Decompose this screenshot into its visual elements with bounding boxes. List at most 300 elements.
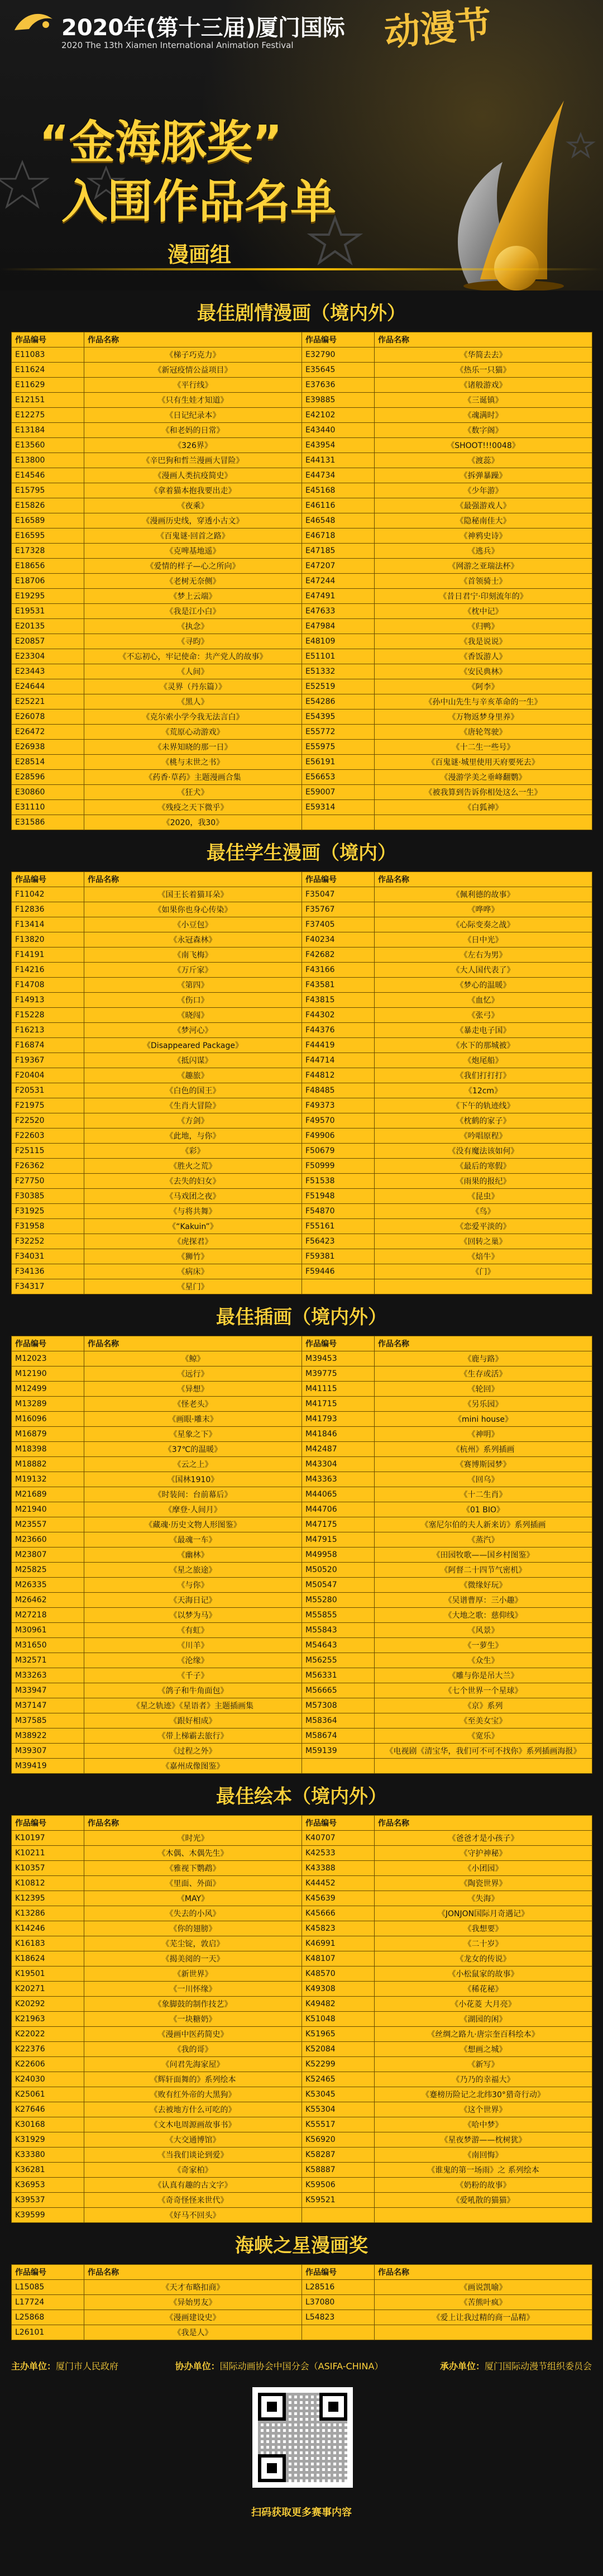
entry-title: 《一川怀缘》 [84, 1982, 302, 1997]
entry-code: K42533 [302, 1846, 375, 1861]
table-row [12, 1366, 592, 1382]
entry-code: K21963 [12, 2012, 84, 2027]
entry-title: 《幽林》 [84, 1547, 302, 1563]
entry-title: 《爱情的样子—心之所向》 [84, 559, 302, 574]
table-header-row [12, 2265, 592, 2280]
column-header: 作品编号 [12, 1336, 84, 1351]
entry-title: 《夜乘》 [84, 498, 302, 513]
entry-title: 《326界》 [84, 438, 302, 453]
entry-title: 《辉轩面舞的》系列绘本 [84, 2072, 302, 2087]
table-row [12, 710, 592, 725]
column-header: 作品名称 [375, 872, 592, 887]
column-header: 作品名称 [375, 2265, 592, 2280]
table-row [12, 1264, 592, 1279]
entry-title [375, 815, 592, 830]
entry-title: 《门》 [375, 1264, 592, 1279]
entry-title: 《JONJON国际月奇遇记》 [375, 1906, 592, 1921]
table-row [12, 1517, 592, 1532]
entries-table [11, 332, 592, 830]
entry-code: K36953 [12, 2178, 84, 2193]
entry-code: F22603 [12, 1129, 84, 1144]
entry-code: E42102 [302, 408, 375, 423]
entry-code: L28516 [302, 2280, 375, 2295]
entry-code: E59314 [302, 800, 375, 815]
entry-title: 《12cm》 [375, 1083, 592, 1098]
festival-title: 2020年(第十三届)厦门国际 [61, 15, 345, 41]
entry-title: 《过程之外》 [84, 1744, 302, 1759]
entry-title: 《七个世界一个星球》 [375, 1683, 592, 1698]
entry-code: K58287 [302, 2148, 375, 2163]
table-row [12, 2208, 592, 2223]
entry-code: E11624 [12, 363, 84, 378]
entry-title: 《第四》 [84, 978, 302, 993]
entry-title: 《梯子巧克力》 [84, 347, 302, 363]
entry-code: E46116 [302, 498, 375, 513]
entry-title: 《阿督二十四节气密机》 [375, 1563, 592, 1578]
entry-code: L15085 [12, 2280, 84, 2295]
entry-code: K10357 [12, 1861, 84, 1876]
entry-code: E46718 [302, 528, 375, 544]
festival-brand: 动漫节 [382, 3, 494, 55]
table-row [12, 1204, 592, 1219]
entry-code: K24030 [12, 2072, 84, 2087]
table-row [12, 1442, 592, 1457]
entry-title: 《漫画历史线，穿透小古文》 [84, 513, 302, 528]
entry-code: M43363 [302, 1472, 375, 1487]
entry-title: 《梦心的温暖》 [375, 978, 592, 993]
table-row [12, 1653, 592, 1668]
entry-title: 《执念》 [84, 619, 302, 634]
entry-code: F51948 [302, 1189, 375, 1204]
table-row [12, 1936, 592, 1951]
entry-title: 《阿李》 [375, 679, 592, 694]
table-row [12, 679, 592, 694]
entry-title: 《趣旅》 [84, 1068, 302, 1083]
entry-code: E37636 [302, 378, 375, 393]
table-row [12, 1219, 592, 1234]
entry-code: M57308 [302, 1698, 375, 1713]
entry-title: 《心际变奏之战》 [375, 917, 592, 932]
entry-title: 《国林1910》 [84, 1472, 302, 1487]
entry-title: 《雅视下鹦鹉》 [84, 1861, 302, 1876]
table-row [12, 468, 592, 483]
entry-code: F42682 [302, 947, 375, 963]
entry-title: 《我的哥》 [84, 2042, 302, 2057]
entry-code: M33263 [12, 1668, 84, 1683]
entry-title [375, 2208, 592, 2223]
entry-title: 《克尔索小学今我无法言白》 [84, 710, 302, 725]
entry-title: 《拿着猫本抱我要出走》 [84, 483, 302, 498]
entry-code: E16595 [12, 528, 84, 544]
table-row [12, 1457, 592, 1472]
entry-code: M18398 [12, 1442, 84, 1457]
entry-title: 《塞尼尔伯的夫人新来访》系列插画 [375, 1517, 592, 1532]
entry-code [302, 2325, 375, 2340]
entry-title: 《热乐一只猫》 [375, 363, 592, 378]
entry-title: 《吟唱原程》 [375, 1129, 592, 1144]
entry-code: K13286 [12, 1906, 84, 1921]
table-row [12, 1129, 592, 1144]
table-row [12, 363, 592, 378]
entries-table [11, 872, 592, 1294]
entry-title: 《跟好相成》 [84, 1713, 302, 1729]
table-row [12, 1891, 592, 1906]
entry-code: M55855 [302, 1608, 375, 1623]
entry-code: M16879 [12, 1427, 84, 1442]
entry-title: 《万斤家》 [84, 963, 302, 978]
entry-title: 《未界知晓的那一日》 [84, 740, 302, 755]
table-row [12, 2012, 592, 2027]
entry-title: 《最后的寒假》 [375, 1159, 592, 1174]
entry-title: 《我是人》 [84, 2325, 302, 2340]
table-header-row [12, 332, 592, 347]
entry-code: F35767 [302, 902, 375, 917]
entry-title: 《象脚鼓的制作技艺》 [84, 1997, 302, 2012]
entry-code: E31586 [12, 815, 84, 830]
table-header-row [12, 1816, 592, 1831]
table-row [12, 408, 592, 423]
entry-title: 《昆虫》 [375, 1189, 592, 1204]
entry-title: 《我想要》 [375, 1921, 592, 1936]
entry-code: M23557 [12, 1517, 84, 1532]
table-row [12, 649, 592, 664]
entry-title: 《失去的小风》 [84, 1906, 302, 1921]
entry-code: K52299 [302, 2057, 375, 2072]
entry-title: 《下午的轨迹线》 [375, 1098, 592, 1113]
table-row [12, 1982, 592, 1997]
entry-code: E31110 [12, 800, 84, 815]
entry-code: F51538 [302, 1174, 375, 1189]
entry-title: 《三诞镇》 [375, 393, 592, 408]
entry-title: 《十二生一些号》 [375, 740, 592, 755]
entry-title: 《小松鼠家的故事》 [375, 1966, 592, 1982]
table-row [12, 1174, 592, 1189]
table-row [12, 2178, 592, 2193]
table-row [12, 1053, 592, 1068]
entry-title: 《众生》 [375, 1653, 592, 1668]
entry-title: 《微缘好玩》 [375, 1578, 592, 1593]
entry-code: K33380 [12, 2148, 84, 2163]
table-row [12, 589, 592, 604]
entry-code: K48570 [302, 1966, 375, 1982]
entry-title: 《马戏团之夜》 [84, 1189, 302, 1204]
entry-code: M13289 [12, 1397, 84, 1412]
entry-title: 《雨果的报纪》 [375, 1174, 592, 1189]
entry-title: 《这个世界》 [375, 2102, 592, 2117]
entry-code: E20135 [12, 619, 84, 634]
entry-title: 《星象之下》 [84, 1427, 302, 1442]
entry-code: K16183 [12, 1936, 84, 1951]
table-row [12, 2057, 592, 2072]
entry-code: F13820 [12, 932, 84, 947]
entry-code: M58674 [302, 1729, 375, 1744]
table-row [12, 1638, 592, 1653]
entry-title: 《炮尾船》 [375, 1053, 592, 1068]
column-header: 作品编号 [12, 1816, 84, 1831]
entry-code: F14191 [12, 947, 84, 963]
entry-code: E11629 [12, 378, 84, 393]
entry-title: 《焙牛》 [375, 1249, 592, 1264]
entry-code: K18624 [12, 1951, 84, 1966]
entry-code: M47915 [302, 1532, 375, 1547]
entry-code: K51965 [302, 2027, 375, 2042]
entry-code: F27750 [12, 1174, 84, 1189]
table-row [12, 1846, 592, 1861]
column-header: 作品名称 [84, 1336, 302, 1351]
entry-title: 《SHOOT!!!0048》 [375, 438, 592, 453]
entry-title: 《杭州》系列插画 [375, 1442, 592, 1457]
entry-title: 《漫画建设史》 [84, 2310, 302, 2325]
entry-title: 《带上梯霸去旅行》 [84, 1729, 302, 1744]
entry-title: 《“Kakuin”》 [84, 1219, 302, 1234]
entry-title: 《Disappeared Package》 [84, 1038, 302, 1053]
entry-title: 《想画之城》 [375, 2042, 592, 2057]
entry-code: K49482 [302, 1997, 375, 2012]
entry-code: E18656 [12, 559, 84, 574]
entry-title: 《十二生肖》 [375, 1487, 592, 1502]
entry-code: E20857 [12, 634, 84, 649]
entry-title: 《白狐神》 [375, 800, 592, 815]
entry-title: 《风景》 [375, 1623, 592, 1638]
entry-code: K59521 [302, 2193, 375, 2208]
table-row [12, 1249, 592, 1264]
group-label: 漫画组 [168, 242, 232, 267]
entry-code: E26078 [12, 710, 84, 725]
entry-code: K22606 [12, 2057, 84, 2072]
table-row [12, 1351, 592, 1366]
entry-code: L25868 [12, 2310, 84, 2325]
award-section [11, 844, 592, 1294]
entry-code: K52084 [302, 2042, 375, 2057]
festival-subtitle: 2020 The 13th Xiamen International Animation Festival [61, 40, 294, 50]
entry-code: E47244 [302, 574, 375, 589]
column-header: 作品编号 [302, 2265, 375, 2280]
entries-table [11, 2264, 592, 2340]
entry-code: E51101 [302, 649, 375, 664]
entry-title: 《孙中山先生与辛亥革命的一生》 [375, 694, 592, 710]
table-row [12, 978, 592, 993]
entry-code: F25115 [12, 1144, 84, 1159]
entry-code: E16589 [12, 513, 84, 528]
entry-title: 《大交通博馆》 [84, 2132, 302, 2148]
entry-title: 《另乐园》 [375, 1397, 592, 1412]
entry-title: 《鸟》 [375, 1204, 592, 1219]
entry-title: 《小花菱 大月亮》 [375, 1997, 592, 2012]
entry-code: M54643 [302, 1638, 375, 1653]
entry-code: F49570 [302, 1113, 375, 1129]
entry-code: K43388 [302, 1861, 375, 1876]
entry-title: 《谁鬼的第一场雨》之 系列绘本 [375, 2163, 592, 2178]
table-row [12, 453, 592, 468]
entry-code: K14246 [12, 1921, 84, 1936]
entry-title: 《枕鹤的家子》 [375, 1113, 592, 1129]
entry-title: 《当我们谈论到爱》 [84, 2148, 302, 2163]
entry-code: E47207 [302, 559, 375, 574]
entry-code: M26335 [12, 1578, 84, 1593]
table-row [12, 1668, 592, 1683]
host-info: 主办单位：厦门市人民政府 [11, 2361, 119, 2372]
table-row [12, 932, 592, 947]
entry-title: 《恋爱平淡的》 [375, 1219, 592, 1234]
table-row [12, 2042, 592, 2057]
entry-title: 《狂犬》 [84, 785, 302, 800]
table-row [12, 1744, 592, 1759]
entry-title: 《摩登·人间月》 [84, 1502, 302, 1517]
award-section [11, 304, 592, 830]
entry-code: M31650 [12, 1638, 84, 1653]
entry-code: F34136 [12, 1264, 84, 1279]
entry-title: 《37℃的温暖》 [84, 1442, 302, 1457]
entry-code: M38922 [12, 1729, 84, 1744]
table-row [12, 755, 592, 770]
qr-code[interactable] [252, 2387, 353, 2488]
entry-code: E56653 [302, 770, 375, 785]
table-row [12, 785, 592, 800]
entry-title: 《藏魂·历史文物人形图鉴》 [84, 1517, 302, 1532]
entry-title: 《新世界》 [84, 1966, 302, 1982]
entry-title: 《鸽子和牛角面包》 [84, 1683, 302, 1698]
entry-code: M47175 [302, 1517, 375, 1532]
entry-title: 《老树无奈侧》 [84, 574, 302, 589]
section-title: 最佳插画（境内外） [216, 1306, 387, 1329]
entry-title: 《你的翅膀》 [84, 1921, 302, 1936]
entry-title: 《轮回》 [375, 1382, 592, 1397]
entry-code: E13560 [12, 438, 84, 453]
entry-title: 《漫画中医药简史》 [84, 2027, 302, 2042]
table-row [12, 1008, 592, 1023]
entry-title: 《我是江小白》 [84, 604, 302, 619]
entry-title: 《诸般游戏》 [375, 378, 592, 393]
entry-title: 《芜尘锭，敦启》 [84, 1936, 302, 1951]
table-row [12, 1234, 592, 1249]
festival-logo-icon [12, 8, 56, 37]
entry-code: F37405 [302, 917, 375, 932]
entry-code: M56255 [302, 1653, 375, 1668]
entry-title: 《抵闪谋》 [84, 1053, 302, 1068]
entry-title: 《丝绸之路九·唐宗奎百科绘本》 [375, 2027, 592, 2042]
column-header: 作品名称 [375, 332, 592, 347]
entry-code: M21940 [12, 1502, 84, 1517]
entry-code: F43581 [302, 978, 375, 993]
entry-code: K39537 [12, 2193, 84, 2208]
entry-title: 《雕与你是吊大兰》 [375, 1668, 592, 1683]
section-title: 海峡之星漫画奖 [235, 2235, 368, 2257]
column-header: 作品名称 [375, 1816, 592, 1831]
entry-code: F49373 [302, 1098, 375, 1113]
entry-title: 《川羊》 [84, 1638, 302, 1653]
entry-title: 《文木电周源画故事书》 [84, 2117, 302, 2132]
table-row [12, 1189, 592, 1204]
golden-dolphin-trophy-icon [380, 78, 597, 291]
column-header: 作品编号 [12, 872, 84, 887]
entry-title: 《百鬼谜·回首之路》 [84, 528, 302, 544]
table-row [12, 2280, 592, 2295]
table-row [12, 1876, 592, 1891]
table-row [12, 1397, 592, 1412]
entry-code: E39885 [302, 393, 375, 408]
entry-code: M56331 [302, 1668, 375, 1683]
entry-code: K10211 [12, 1846, 84, 1861]
entry-title: 《二十岁》 [375, 1936, 592, 1951]
entry-title: 《桃与末世之书》 [84, 755, 302, 770]
entry-title: 《木偶、木偶先生》 [84, 1846, 302, 1861]
entries-table [11, 1815, 592, 2223]
entry-code: F26362 [12, 1159, 84, 1174]
entry-code: M26462 [12, 1593, 84, 1608]
column-header: 作品名称 [375, 1336, 592, 1351]
entry-code: M39419 [12, 1759, 84, 1774]
entry-title: 《永冠森林》 [84, 932, 302, 947]
entry-title: 《哗哗》 [375, 902, 592, 917]
entry-code [302, 2208, 375, 2223]
table-row [12, 1113, 592, 1129]
entry-title: 《至美女宝》 [375, 1713, 592, 1729]
table-row [12, 770, 592, 785]
entry-code: M39307 [12, 1744, 84, 1759]
entry-code: E44131 [302, 453, 375, 468]
entry-code: E48109 [302, 634, 375, 649]
table-row [12, 664, 592, 679]
entry-title: 《大人国代表了》 [375, 963, 592, 978]
entry-title: 《时装间：台前幕后》 [84, 1487, 302, 1502]
award-section [11, 2236, 592, 2340]
entry-title: 《以梦为马》 [84, 1608, 302, 1623]
entry-title: 《我们打打打》 [375, 1068, 592, 1083]
table-row [12, 423, 592, 438]
entry-title: 《左右为男》 [375, 947, 592, 963]
entry-title: 《隐秘南佳大》 [375, 513, 592, 528]
entry-title: 《漫游学美之垂峰翻鹦》 [375, 770, 592, 785]
entry-code: K20271 [12, 1982, 84, 1997]
table-row [12, 917, 592, 932]
entry-code: M41793 [302, 1412, 375, 1427]
entry-title: 《狮竹》 [84, 1249, 302, 1264]
entry-code: M58364 [302, 1713, 375, 1729]
entry-title: 《辛巴狗和哲兰漫画大冒险》 [84, 453, 302, 468]
entry-title: 《国王长着猫耳朵》 [84, 887, 302, 902]
entry-code: E18706 [12, 574, 84, 589]
entry-code: M44065 [302, 1487, 375, 1502]
entry-code: K12395 [12, 1891, 84, 1906]
entry-code: M23660 [12, 1532, 84, 1547]
entry-code: M32571 [12, 1653, 84, 1668]
table-row [12, 347, 592, 363]
entry-title: 《田园牧歌——国乡村图鉴》 [375, 1547, 592, 1563]
entry-code: M37585 [12, 1713, 84, 1729]
entry-code: F54870 [302, 1204, 375, 1219]
table-row [12, 2087, 592, 2102]
table-row [12, 1759, 592, 1774]
entry-title [375, 2325, 592, 2340]
entry-code: F30385 [12, 1189, 84, 1204]
entry-title: 《华简去去》 [375, 347, 592, 363]
entry-code: F44376 [302, 1023, 375, 1038]
entry-code: K39599 [12, 2208, 84, 2223]
entry-code: E54395 [302, 710, 375, 725]
entry-code: F12836 [12, 902, 84, 917]
entry-title: 《最魂一车》 [84, 1532, 302, 1547]
entry-title: 《湖园的闲》 [375, 2012, 592, 2027]
entry-code: F34317 [12, 1279, 84, 1294]
entry-title: 《鲸》 [84, 1351, 302, 1366]
footer [0, 2354, 603, 2527]
table-row [12, 1532, 592, 1547]
entry-code: K27646 [12, 2102, 84, 2117]
entry-code: F22520 [12, 1113, 84, 1129]
column-header: 作品编号 [302, 332, 375, 347]
entry-title: 《神明》 [375, 1427, 592, 1442]
entry-title: 《逃兵》 [375, 544, 592, 559]
